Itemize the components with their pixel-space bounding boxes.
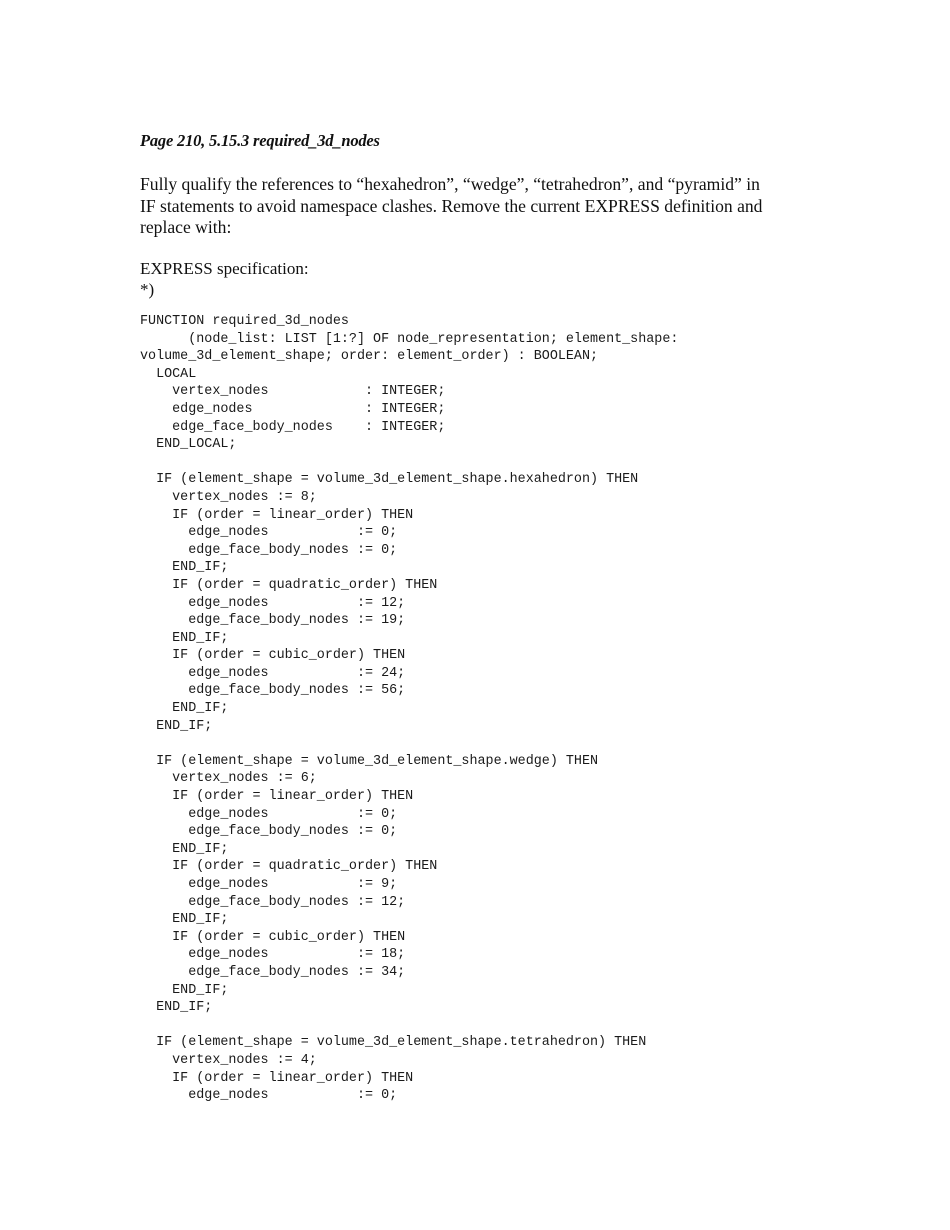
code-line: IF (order = cubic_order) THEN <box>140 648 406 664</box>
code-line: edge_face_body_nodes := 12; <box>140 894 406 910</box>
code-line: edge_face_body_nodes := 0; <box>140 542 398 558</box>
code-line: IF (order = linear_order) THEN <box>140 1070 414 1086</box>
code-line: IF (order = quadratic_order) THEN <box>140 577 438 593</box>
code-line: edge_nodes := 24; <box>140 665 406 681</box>
code-line: END_IF; <box>140 1000 213 1016</box>
code-line: vertex_nodes := 8; <box>140 489 317 505</box>
code-line: (node_list: LIST [1:?] OF node_representation; element_shape: <box>140 331 679 347</box>
code-line: edge_nodes := 0; <box>140 806 398 822</box>
code-line: IF (element_shape = volume_3d_element_shape.hexahedron) THEN <box>140 472 639 488</box>
code-line: IF (order = cubic_order) THEN <box>140 929 406 945</box>
code-line: IF (element_shape = volume_3d_element_shape.wedge) THEN <box>140 753 599 769</box>
code-line: END_IF; <box>140 912 229 928</box>
express-code-block <box>140 313 678 1105</box>
code-line: edge_nodes := 18; <box>140 947 406 963</box>
code-line: END_LOCAL; <box>140 437 237 453</box>
code-line: volume_3d_element_shape; order: element_order) : BOOLEAN; <box>140 349 599 365</box>
paragraph-line: IF statements to avoid namespace clashes. Remove the current EXPRESS definition and <box>140 195 763 216</box>
code-line: vertex_nodes := 6; <box>140 771 317 787</box>
code-line <box>140 454 678 472</box>
code-line: edge_face_body_nodes := 34; <box>140 964 406 980</box>
code-line: edge_face_body_nodes := 56; <box>140 683 406 699</box>
code-line: vertex_nodes := 4; <box>140 1052 317 1068</box>
paragraph-line: replace with: <box>140 217 232 237</box>
code-line: FUNCTION required_3d_nodes <box>140 314 349 329</box>
code-line: IF (order = quadratic_order) THEN <box>140 859 438 875</box>
code-line: edge_face_body_nodes := 19; <box>140 613 406 629</box>
code-line: edge_face_body_nodes : INTEGER; <box>140 419 446 435</box>
code-line: END_IF; <box>140 560 229 576</box>
code-line: IF (order = linear_order) THEN <box>140 507 414 523</box>
code-line: edge_nodes := 12; <box>140 595 406 611</box>
express-spec-label: EXPRESS specification: <box>140 259 309 278</box>
section-heading: Page 210, 5.15.3 required_3d_nodes <box>140 131 380 150</box>
code-line: LOCAL <box>140 366 197 382</box>
code-line: END_IF; <box>140 982 229 998</box>
code-line <box>140 1017 678 1035</box>
code-line: END_IF; <box>140 630 229 646</box>
comment-close-marker: *) <box>140 280 155 299</box>
code-line: IF (element_shape = volume_3d_element_shape.tetrahedron) THEN <box>140 1035 647 1051</box>
code-line: edge_nodes : INTEGER; <box>140 401 446 417</box>
code-line <box>140 735 678 753</box>
code-line: edge_nodes := 9; <box>140 877 398 892</box>
instruction-paragraph <box>140 174 810 239</box>
code-line: vertex_nodes : INTEGER; <box>140 384 446 400</box>
code-line: edge_face_body_nodes := 0; <box>140 824 398 840</box>
code-line: END_IF; <box>140 841 229 857</box>
code-line: END_IF; <box>140 718 213 734</box>
paragraph-line: Fully qualify the references to “hexahedron”, “wedge”, “tetrahedron”, and “pyramid” in <box>140 174 760 194</box>
code-line: IF (order = linear_order) THEN <box>140 789 414 805</box>
code-line: edge_nodes := 0; <box>140 1088 398 1104</box>
code-line: edge_nodes := 0; <box>140 525 398 541</box>
code-line: END_IF; <box>140 701 229 717</box>
